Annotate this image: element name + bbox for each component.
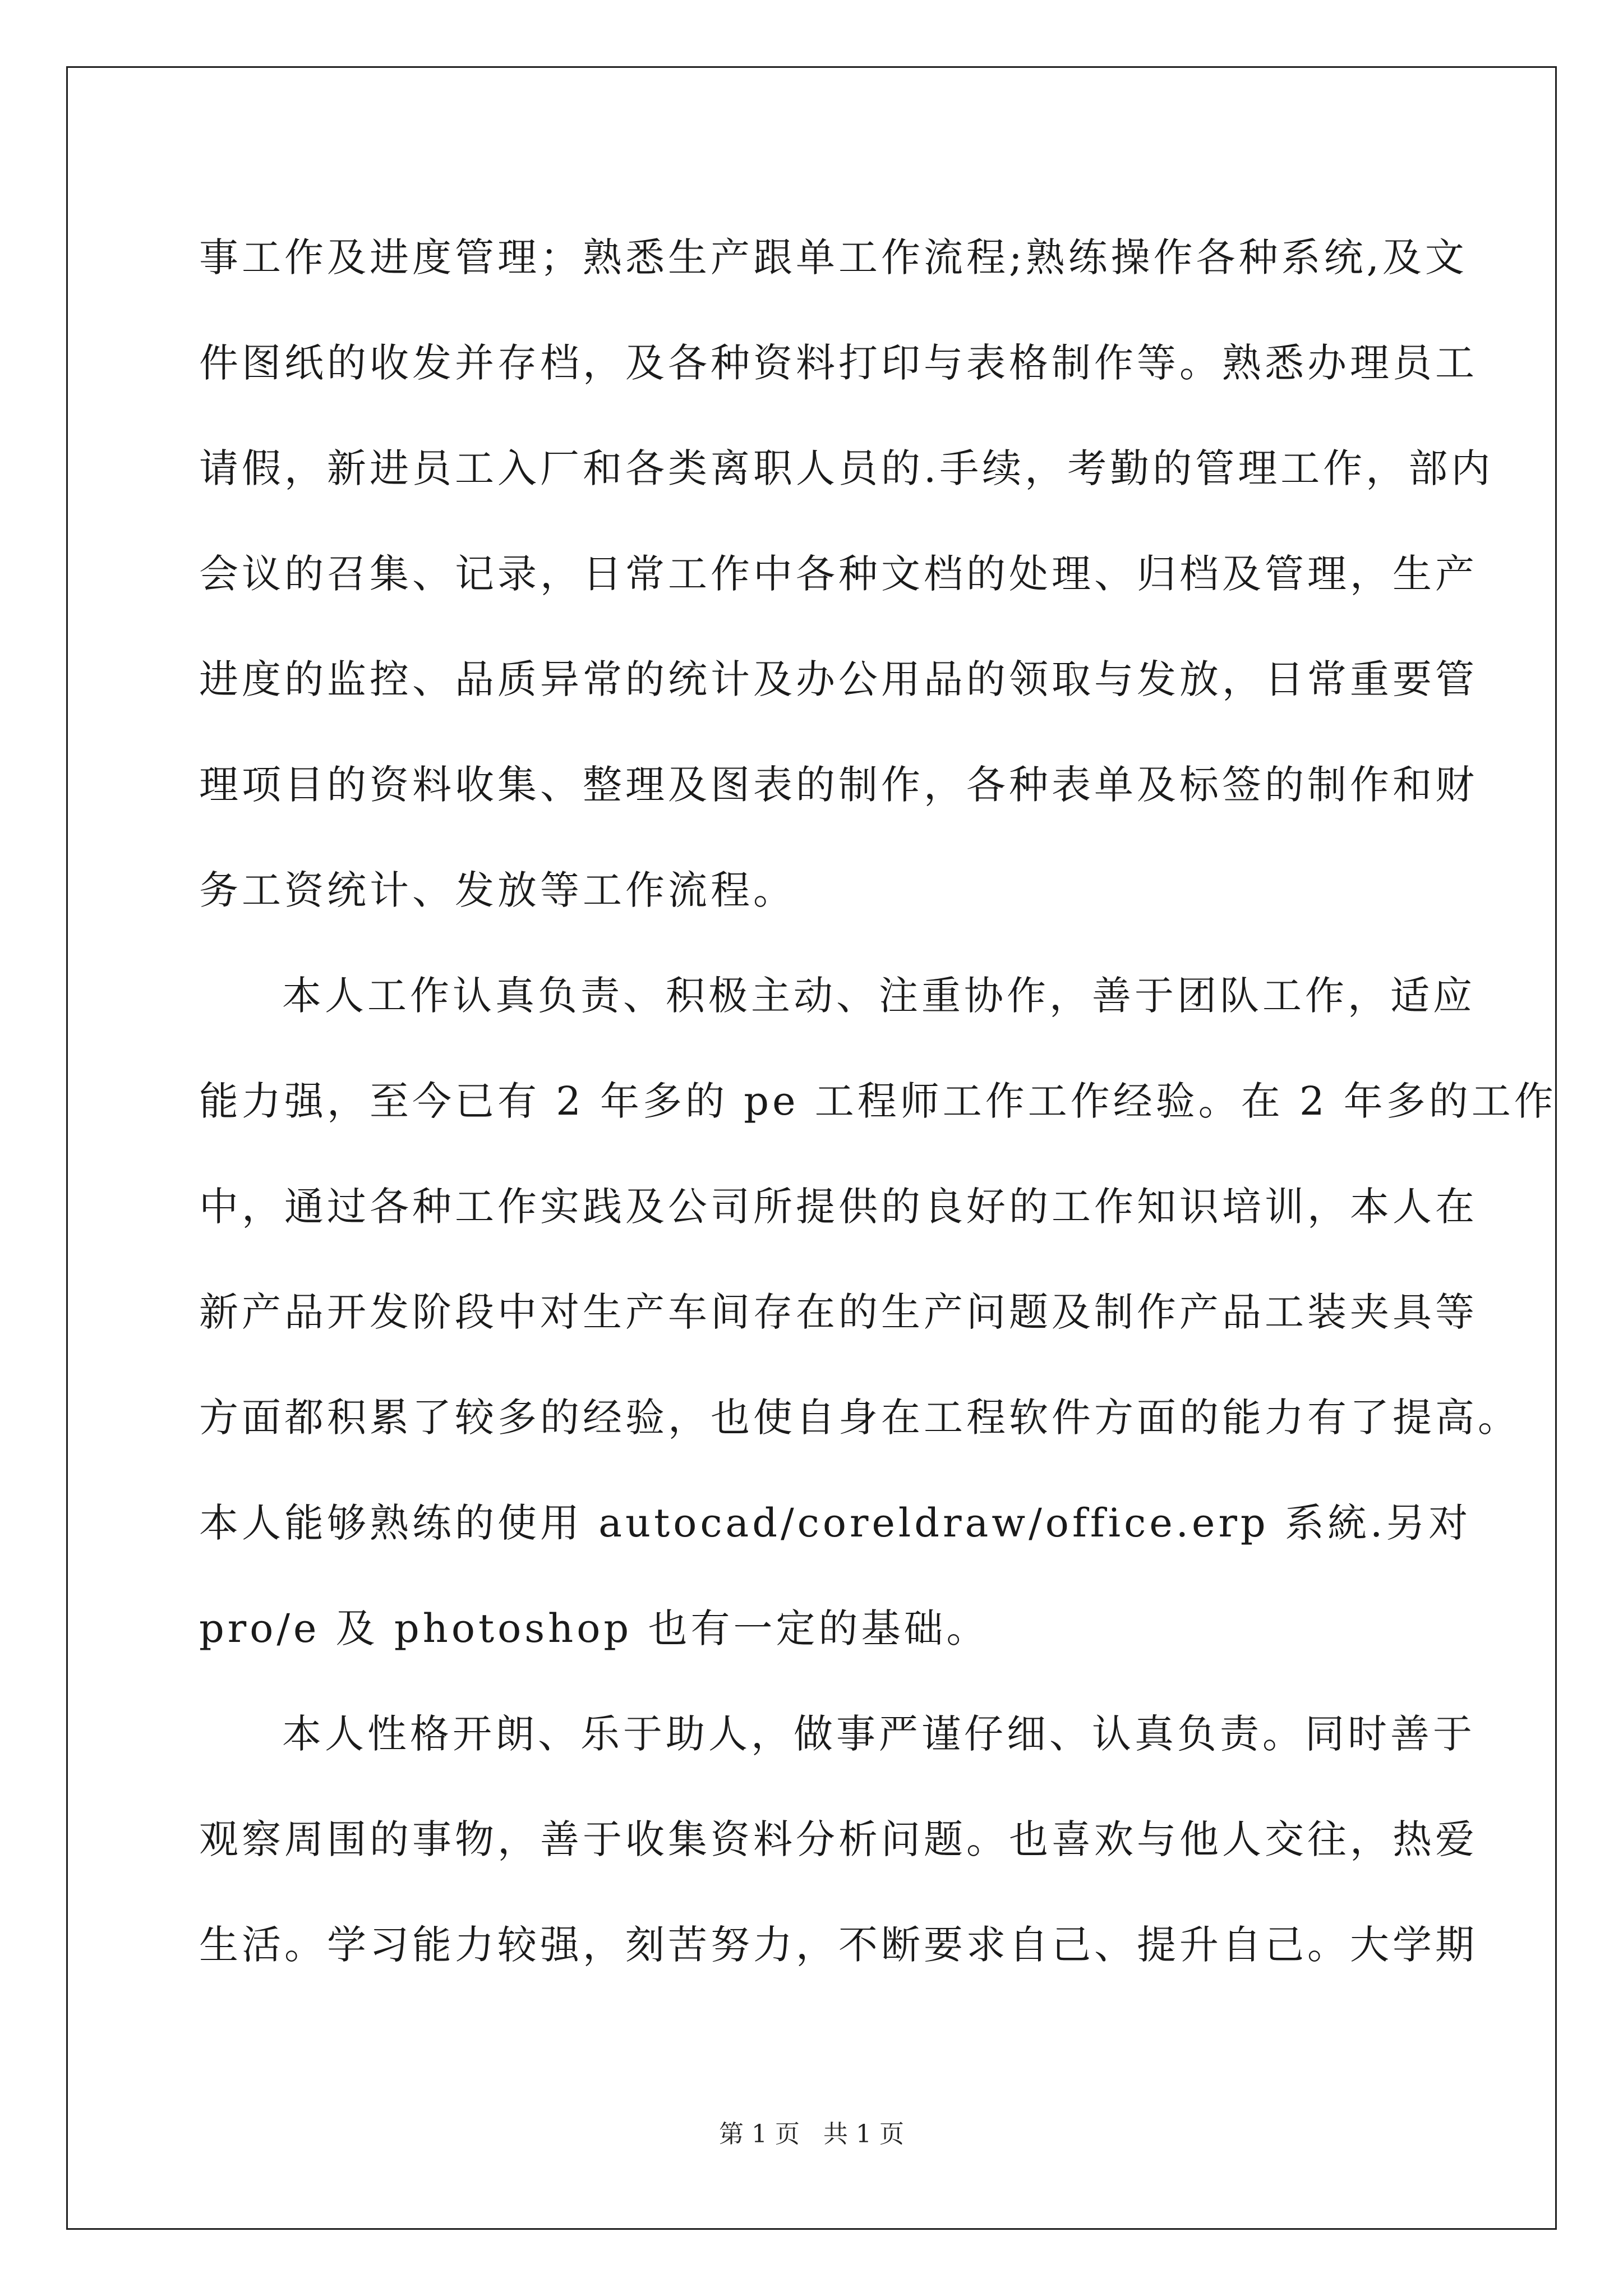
text-line: 会议的召集、记录，日常工作中各种文档的处理、归档及管理，生产 [199, 551, 1478, 597]
paragraph-start-line: 本人性格开朗、乐于助人，做事严谨仔细、认真负责。同时善于 [282, 1711, 1476, 1757]
text-line: 理项目的资料收集、整理及图表的制作，各种表单及标签的制作和财 [199, 762, 1478, 808]
text-line: pro/e 及 photoshop 也有一定的基础。 [199, 1605, 989, 1651]
page-number-footer: 第 1 页 共 1 页 [719, 2120, 904, 2148]
text-line: 生活。学习能力较强，刻苦努力，不断要求自己、提升自己。大学期 [199, 1922, 1478, 1968]
text-line: 观察周围的事物，善于收集资料分析问题。也喜欢与他人交往，热爱 [199, 1816, 1478, 1862]
text-line: 新产品开发阶段中对生产车间存在的生产问题及制作产品工装夹具等 [199, 1289, 1478, 1335]
text-line: 能力强，至今已有 2 年多的 pe 工程师工作工作经验。在 2 年多的工作 [199, 1078, 1557, 1124]
text-line: 方面都积累了较多的经验，也使自身在工程软件方面的能力有了提高。 [199, 1395, 1520, 1441]
text-line: 本人能够熟练的使用 autocad/coreldraw/office.erp 系統.另对 [199, 1500, 1472, 1546]
text-line: 事工作及进度管理；熟悉生产跟单工作流程;熟练操作各种系统,及文 [199, 234, 1468, 280]
document-body [199, 205, 1557, 1998]
text-line: 请假，新进员工入厂和各类离职人员的.手续，考勤的管理工作，部内 [199, 445, 1494, 491]
paragraph-start-line: 本人工作认真负责、积极主动、注重协作，善于团队工作，适应 [282, 973, 1476, 1019]
text-line: 中，通过各种工作实践及公司所提供的良好的工作知识培训，本人在 [199, 1184, 1478, 1230]
text-line: 务工资统计、发放等工作流程。 [199, 867, 796, 913]
text-line: 件图纸的收发并存档，及各种资料打印与表格制作等。熟悉办理员工 [199, 340, 1478, 386]
text-line: 进度的监控、品质异常的统计及办公用品的领取与发放，日常重要管 [199, 656, 1478, 702]
